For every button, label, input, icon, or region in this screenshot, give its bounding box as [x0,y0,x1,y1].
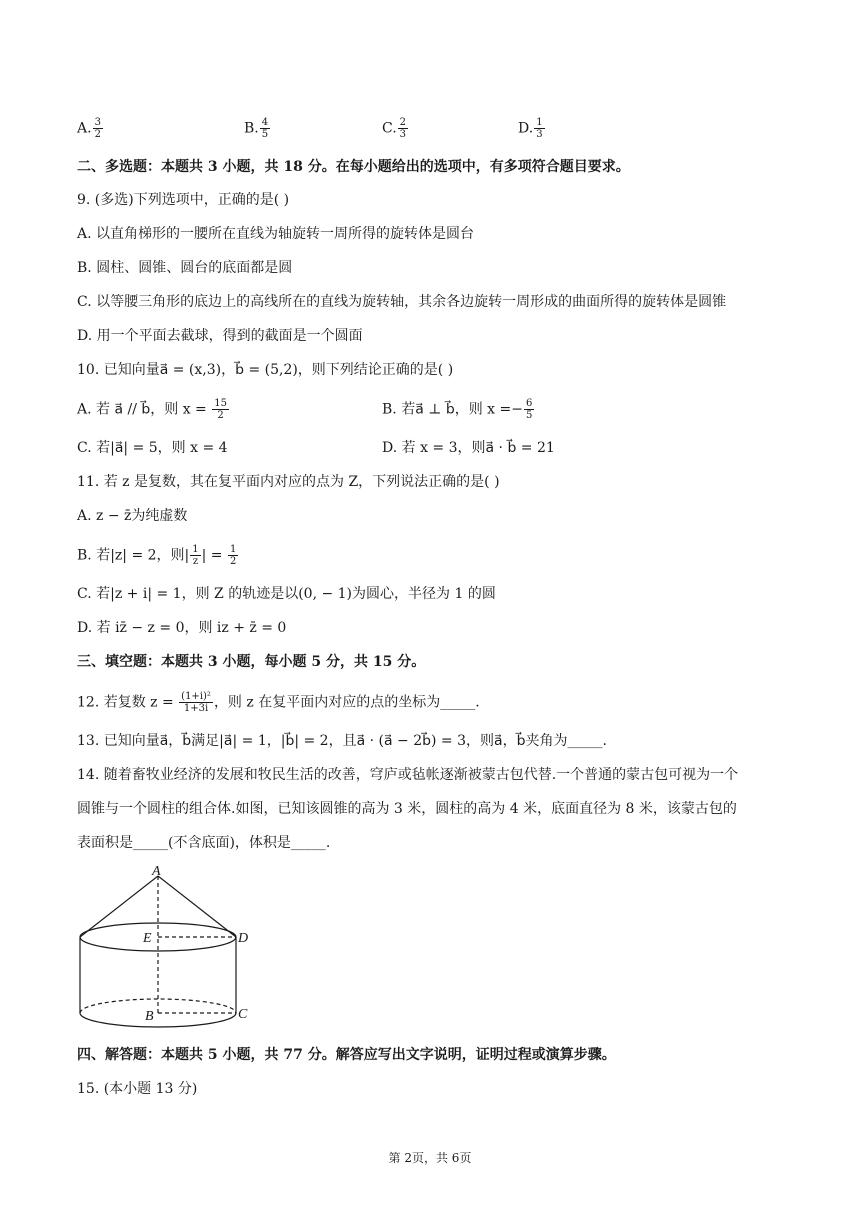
q8-option-d: D. $\frac{1}{3}$ [518,117,543,140]
section3-heading: 三、填空题：本题共 3 小题，每小题 5 分，共 15 分。 [77,654,426,670]
section4-heading: 四、解答题：本题共 5 小题，共 77 分。解答应写出文字说明，证明过程或演算步骤。 [77,1047,616,1063]
q10-option-c: C. 若|a⃗| = 5，则 x = 4 [77,440,228,456]
label-e: E [143,931,152,946]
yurt-diagram [70,860,270,1040]
q10-option-a: A. 若 a⃗ // b⃗，则 x = $\frac{15}{2}$ [77,398,227,421]
q11-option-a: A. z − z̄为纯虚数 [77,508,188,524]
q14-line2: 圆锥与一个圆柱的组合体.如图，已知该圆锥的高为 3 米，圆柱的高为 4 米，底面直径为 8 米，该蒙古包的 [77,801,737,817]
q11-option-d: D. 若 iz̄ − z = 0，则 iz + z̄ = 0 [77,620,287,636]
q10-option-d: D. 若 x = 3，则a⃗ · b⃗ = 21 [382,440,555,456]
cone-right-edge [158,876,236,937]
q14-line3: 表面积是_____(不含底面)，体积是_____. [77,835,331,851]
bottom-ellipse-front [80,1013,236,1027]
page-footer: 第 2页，共 6页 [388,1151,472,1165]
label-c: C [238,1007,248,1022]
label-d: D [238,931,249,946]
q11-option-b: B. 若|z| = 2，则| $\frac{1}{z}$ | = $\frac{1}{2}$ [77,544,237,567]
label-a: A [152,864,161,879]
yurt-figure [70,860,270,1044]
q11-stem: 11. 若 z 是复数，其在复平面内对应的点为 Z，下列说法正确的是( ) [77,474,500,490]
q9-stem: 9. (多选)下列选项中，正确的是( ) [77,192,290,208]
q12: 12. 若复数 z = $\frac{\text{(1+i)²}}{1+3i}$ ，则 z 在复平面内对应的点的坐标为_____. [77,691,480,714]
q10-option-b: B. 若a⃗ ⊥ b⃗，则 x =− $\frac{6}{5}$ [382,398,533,421]
q9-option-d: D. 用一个平面去截球，得到的截面是一个圆面 [77,328,363,344]
q15: 15. (本小题 13 分) [77,1081,198,1097]
cone-left-edge [80,876,158,937]
q9-option-c: C. 以等腰三角形的底边上的高线所在的直线为旋转轴，其余各边旋转一周形成的曲面所得的旋转体是圆锥 [77,294,727,310]
q8-option-a: A. $\frac{3}{2}$ [77,117,101,140]
q14-line1: 14. 随着畜牧业经济的发展和牧民生活的改善，穹庐或毡帐逐渐被蒙古包代替.一个普通的蒙古包可视为一个 [77,767,739,783]
q10-stem: 10. 已知向量a⃗ = (x,3)，b⃗ = (5,2)，则下列结论正确的是( ) [77,362,454,378]
q9-option-b: B. 圆柱、圆锥、圆台的底面都是圆 [77,260,293,276]
q8-option-b: B. $\frac{4}{5}$ [244,117,269,140]
section2-heading: 二、多选题：本题共 3 小题，共 18 分。在每小题给出的选项中，有多项符合题目要求。 [77,159,630,175]
q13: 13. 已知向量a⃗，b⃗满足|a⃗| = 1，|b⃗| = 2，且a⃗ · (a⃗ − 2b⃗) = 3，则a⃗，b⃗夹角为_____. [77,733,607,749]
q11-option-c: C. 若|z + i| = 1，则 Z 的轨迹是以(0, − 1)为圆心，半径为 1 的圆 [77,586,496,602]
label-b: B [145,1009,154,1024]
q9-option-a: A. 以直角梯形的一腰所在直线为轴旋转一周所得的旋转体是圆台 [77,226,475,242]
q8-option-c: C. $\frac{2}{3}$ [382,117,407,140]
